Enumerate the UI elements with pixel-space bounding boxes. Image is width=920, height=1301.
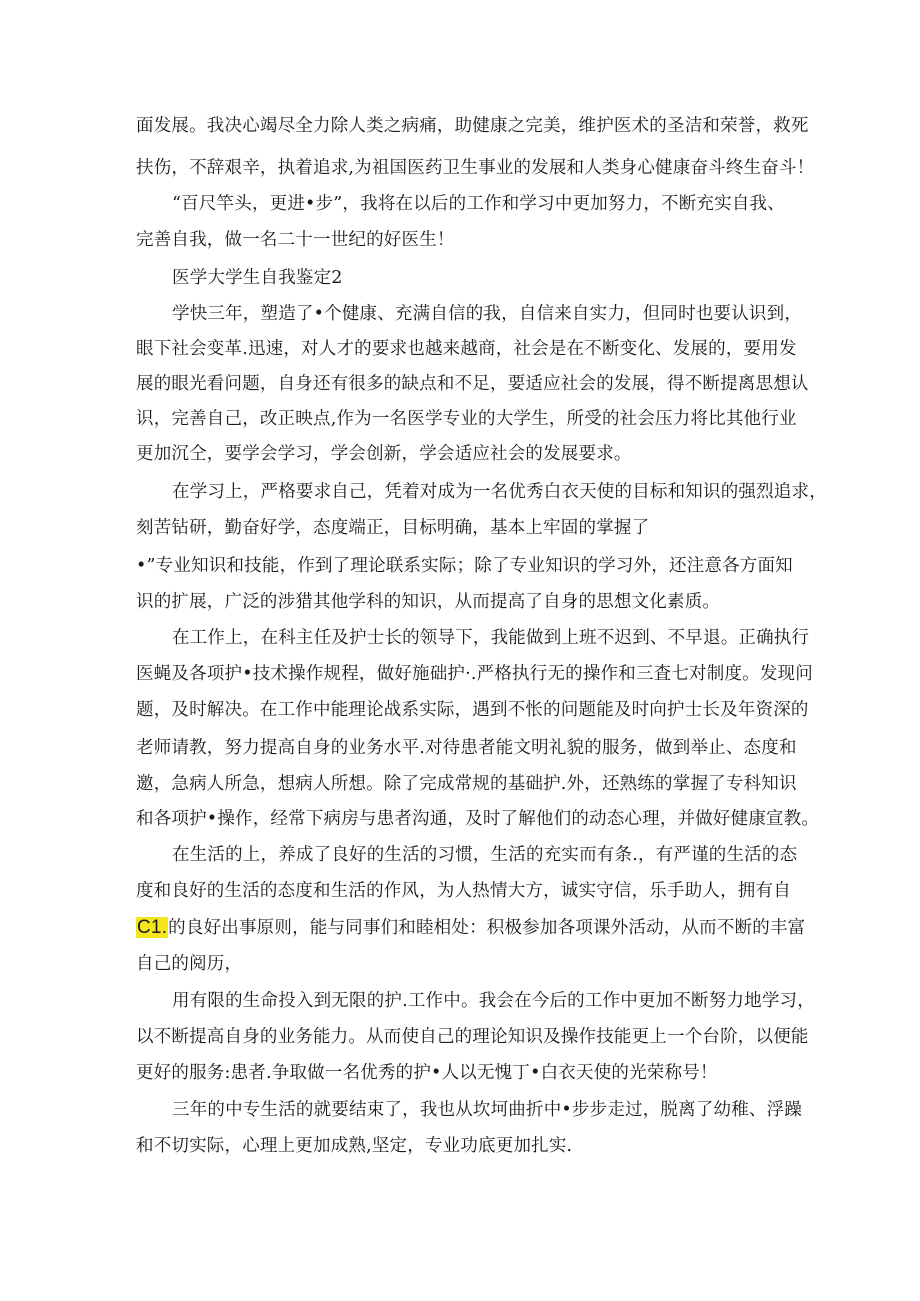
text-line: 识的扩展，广泛的涉猎其他学科的知识，从而提高了自身的思想文化素质。 xyxy=(136,592,721,612)
text-line: 用有限的生命投入到无限的护.工作中。我会在今后的工作中更加不断努力地学习， xyxy=(172,991,815,1011)
text-line: 刻苦钻研，勤奋好学，态度端正，目标明确，基本上牢固的掌握了 xyxy=(136,518,650,538)
text-line: 识，完善自己，改正映点,作为一名医学专业的大学生，所受的社会压力将比其他行业 xyxy=(136,409,797,429)
text-line: 学快三年，塑造了•个健康、充满自信的我，自信来自实力，但同时也要认识到， xyxy=(172,304,803,324)
text-line: 自己的阅历， xyxy=(136,954,243,974)
text-line: 更加沉仝，要学会学习，学会创新，学会适应社会的发展要求。 xyxy=(136,444,632,464)
text-line: 面发展。我决心竭尽全力除人类之病痛，助健康之完美，维护医术的圣洁和荣誉，救死 xyxy=(136,116,809,136)
text-line: 三年的中专生活的就要结束了，我也从坎坷曲折中•步步走过，脱离了幼稚、浮躁 xyxy=(172,1100,803,1120)
text-line-with-highlight xyxy=(136,910,805,946)
section-heading: 医学大学生自我鉴定2 xyxy=(172,268,343,288)
highlighted-mark: C1. xyxy=(137,917,168,938)
text-line: 老师请教，努力提高自身的业务水平.对待患者能文明礼貌的服务，做到举止、态度和 xyxy=(136,738,797,758)
text-line: 度和良好的生活的态度和生活的作风，为人热情大方，诚实守信，乐手助人，拥有自 xyxy=(136,881,791,901)
text-line: “百尺竿头，更进•步”，我将在以后的工作和学习中更加努力，不断充实自我、 xyxy=(172,194,785,214)
text-line: 在学习上，严格要求自己，凭着对成为一名优秀白衣天使的目标和知识的强烈追求， xyxy=(172,482,827,502)
text-line: 医蝇及各项护•技术操作规程，做好施础护·.严格执行无的操作和三査七对制度。发现问 xyxy=(136,664,813,684)
text-line: •”专业知识和技能，作到了理论联系实际；除了专业知识的学习外，还注意各方面知 xyxy=(136,556,793,576)
text-line: 和不切实际，心理上更加成熟,坚定，专业功底更加扎实. xyxy=(136,1136,573,1156)
text-line: 更好的服务:患者.争取做一名优秀的护•人以无愧丁•白衣天使的光荣称号！ xyxy=(136,1063,718,1083)
text-line: 题，及时解决。在工作中能理论战系实际，遇到不怅的问题能及时向护士长及年资深的 xyxy=(136,700,809,720)
text-line: 和各项护•操作，经常下病房与患者沟通，及时了解他们的动态心理，并做好健康宣教。 xyxy=(136,809,820,829)
text-line: 邀，急病人所急，想病人所想。除了完成常规的基础护.外，还熟练的掌握了专科知识 xyxy=(136,774,797,794)
text-line: 扶伤，不辞艰辛，执着追求,为祖国医药卫生事业的发展和人类身心健康奋斗终生奋斗！ xyxy=(136,158,815,178)
text-line: 以不断提高自身的业务能力。从而使自己的理论知识及操作技能更上一个台阶，以便能 xyxy=(136,1027,809,1047)
text-line: 的良好出事原则，能与同事们和睦相处：积极参加各项课外活动，从而不断的丰富 xyxy=(168,918,806,938)
text-line: 在工作上，在科主任及护士长的领导下，我能做到上班不迟到、不早退。正确执行 xyxy=(172,628,810,648)
text-line: 眼下社会变革.迅速，对人才的要求也越来越商，社会是在不断变化、发展的，要用发 xyxy=(136,339,797,359)
text-line: 展的眼光看问题，自身还有很多的缺点和不足，要适应社会的发展，得不断提离思想认 xyxy=(136,374,809,394)
text-line: 完善自我，做一名二十一世纪的好医生！ xyxy=(136,230,455,250)
text-line: 在生活的上，养成了良好的生活的习惯，生活的充实而有条.，有严谨的生活的态 xyxy=(172,845,798,865)
